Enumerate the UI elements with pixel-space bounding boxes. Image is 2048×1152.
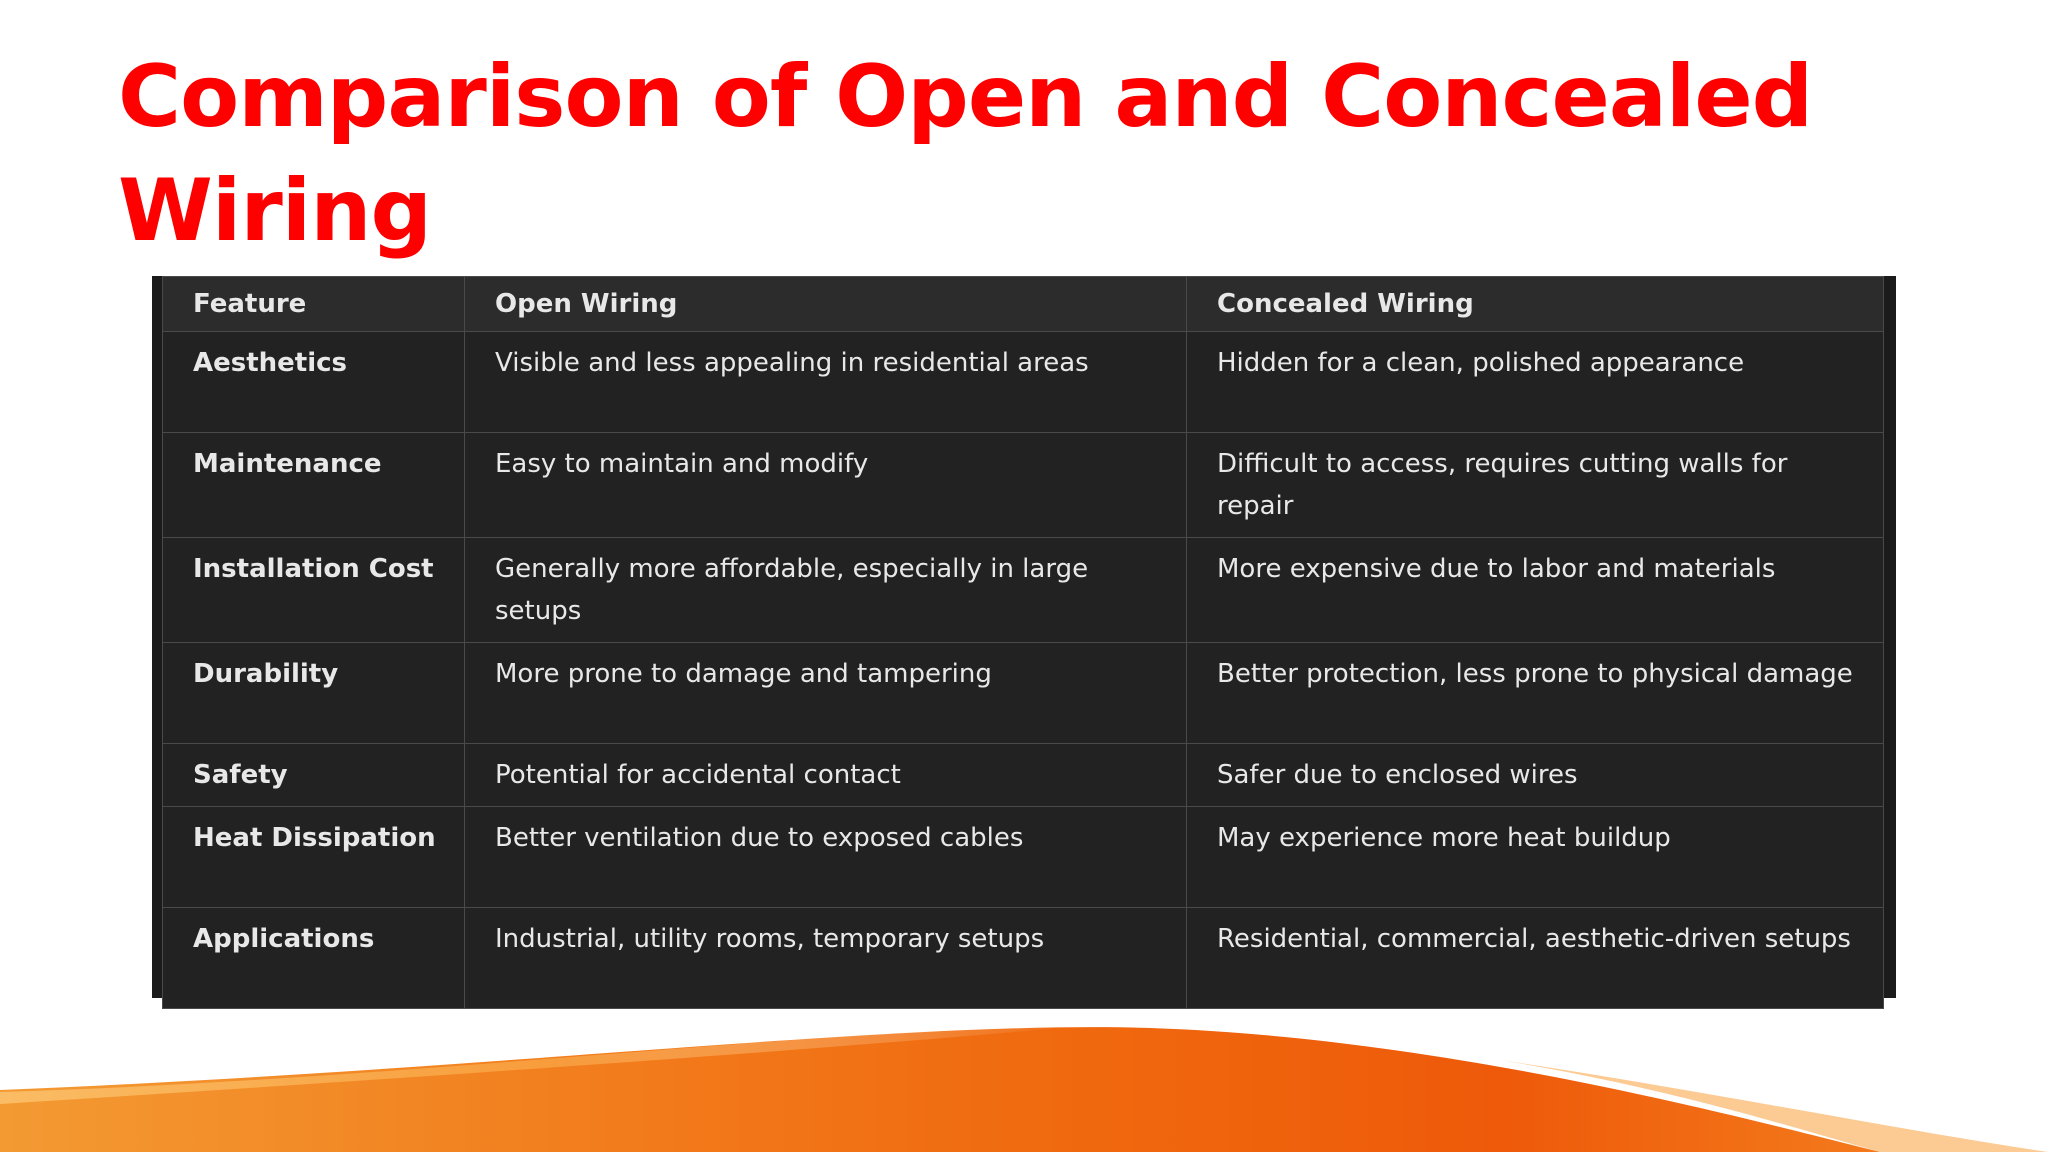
concealed-wiring-cell: Hidden for a clean, polished appearance: [1187, 332, 1884, 433]
open-wiring-cell: Better ventilation due to exposed cables: [465, 807, 1187, 908]
comparison-table: [162, 276, 1884, 1009]
table-row: [163, 538, 1884, 643]
feature-cell: Applications: [163, 908, 465, 1009]
header-concealed-wiring: Concealed Wiring: [1187, 277, 1884, 332]
header-feature: Feature: [163, 277, 465, 332]
table-row: [163, 744, 1884, 807]
open-wiring-cell: Easy to maintain and modify: [465, 433, 1187, 538]
concealed-wiring-cell: Better protection, less prone to physical damage: [1187, 643, 1884, 744]
decorative-wave: [0, 1000, 2048, 1152]
concealed-wiring-cell: Residential, commercial, aesthetic-driven setups: [1187, 908, 1884, 1009]
feature-cell: Maintenance: [163, 433, 465, 538]
header-open-wiring: Open Wiring: [465, 277, 1187, 332]
slide-title: Comparison of Open and Concealed Wiring: [118, 47, 1813, 261]
open-wiring-cell: Visible and less appealing in residential areas: [465, 332, 1187, 433]
wave-main-shape: [0, 1027, 1880, 1152]
table-row: [163, 433, 1884, 538]
table-row: [163, 807, 1884, 908]
open-wiring-cell: Potential for accidental contact: [465, 744, 1187, 807]
feature-cell: Durability: [163, 643, 465, 744]
concealed-wiring-cell: Difficult to access, requires cutting walls for repair: [1187, 433, 1884, 538]
open-wiring-cell: Generally more affordable, especially in large setups: [465, 538, 1187, 643]
concealed-wiring-cell: Safer due to enclosed wires: [1187, 744, 1884, 807]
feature-cell: Heat Dissipation: [163, 807, 465, 908]
open-wiring-cell: More prone to damage and tampering: [465, 643, 1187, 744]
concealed-wiring-cell: May experience more heat buildup: [1187, 807, 1884, 908]
concealed-wiring-cell: More expensive due to labor and materials: [1187, 538, 1884, 643]
table-row: [163, 332, 1884, 433]
table-row: [163, 908, 1884, 1009]
open-wiring-cell: Industrial, utility rooms, temporary setups: [465, 908, 1187, 1009]
feature-cell: Safety: [163, 744, 465, 807]
table-row: [163, 643, 1884, 744]
feature-cell: Aesthetics: [163, 332, 465, 433]
table-header-row: [163, 277, 1884, 332]
comparison-table-frame: [152, 276, 1896, 998]
feature-cell: Installation Cost: [163, 538, 465, 643]
